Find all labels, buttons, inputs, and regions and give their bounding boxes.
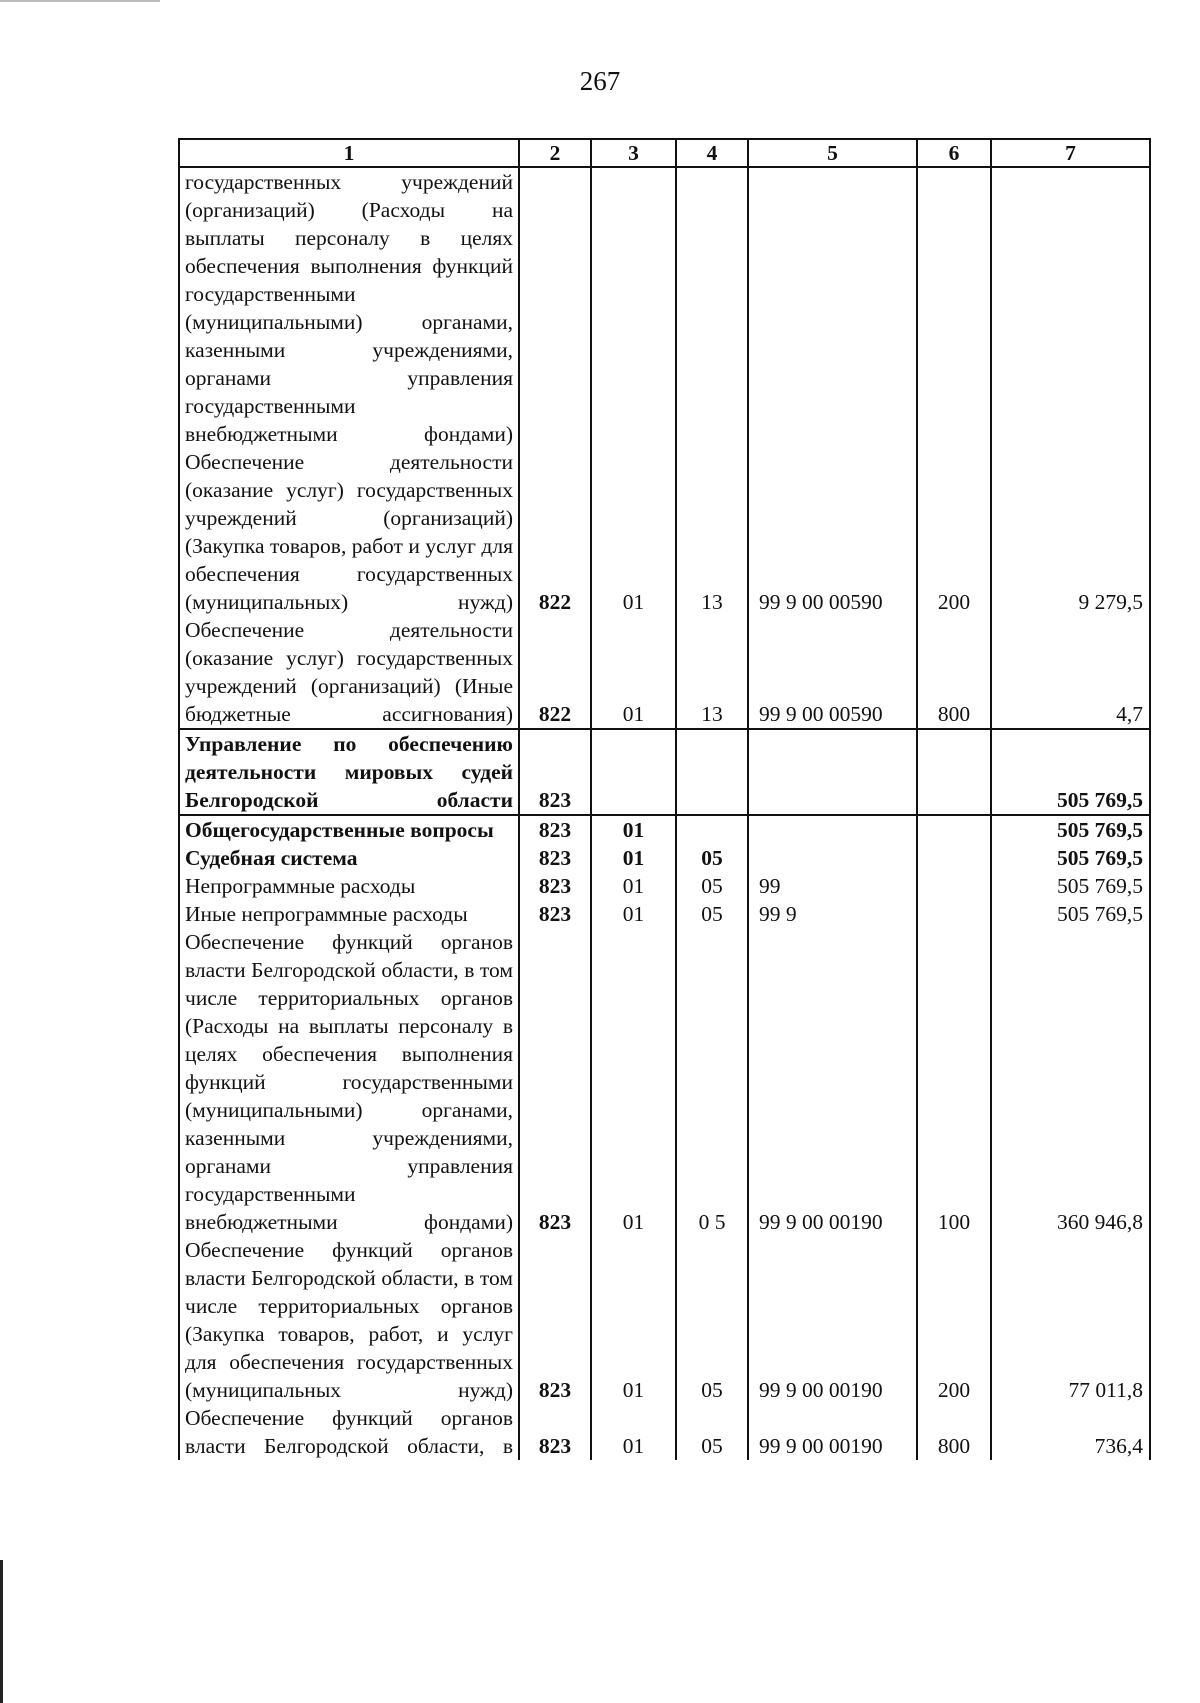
- table-row: [179, 900, 1150, 928]
- row-description: Управление по обеспечению деятельности мировых судей Белгородской области: [179, 729, 519, 815]
- code-target-item: [748, 729, 917, 815]
- table-row: [179, 616, 1150, 729]
- code-subsection: 13: [676, 167, 748, 616]
- amount: 505 769,5: [991, 872, 1150, 900]
- column-header: 5: [748, 139, 917, 167]
- amount: 505 769,5: [991, 815, 1150, 844]
- code-section: 01: [591, 616, 676, 729]
- code-target-item: 99 9 00 00190: [748, 1404, 917, 1460]
- code-expense-type: 100: [917, 928, 991, 1236]
- table-row: [179, 1236, 1150, 1404]
- code-section: [591, 729, 676, 815]
- code-expense-type: [917, 872, 991, 900]
- code-subsection: [676, 729, 748, 815]
- amount: 77 011,8: [991, 1236, 1150, 1404]
- column-header: 4: [676, 139, 748, 167]
- row-description: Обеспечение функций органов власти Белгородской области, в том числе территориальных органов (Расходы на выплаты персоналу в целях обеспечения выполнения функций государственными (муниципальными) органами, казенными учреждениями, органами управления государственными внебюджетными фондами): [179, 928, 519, 1236]
- table-row-subsection: [179, 844, 1150, 872]
- code-target-item: 99 9 00 00190: [748, 1236, 917, 1404]
- row-description: Обеспечение функций органов власти Белгородской области, в том числе территориальных органов (Закупка товаров, работ, и услуг для обеспечения государственных (муниципальных нужд): [179, 1236, 519, 1404]
- amount: 9 279,5: [991, 167, 1150, 616]
- amount: 505 769,5: [991, 900, 1150, 928]
- code-target-item: [748, 815, 917, 844]
- code-expense-type: 800: [917, 1404, 991, 1460]
- code-chapter: 823: [519, 844, 591, 872]
- amount: 505 769,5: [991, 729, 1150, 815]
- code-chapter: 823: [519, 928, 591, 1236]
- row-description: государственных учреждений (организаций) (Расходы на выплаты персоналу в целях обеспечения выполнения функций государственными (муниципальными) органами, казенными учреждениями, органами управления государственными внебюджетными фондами) Обеспечение деятельности (оказание услуг) государственных учреждений (организаций) (Закупка товаров, работ и услуг для обеспечения государственных (муниципальных) нужд): [179, 167, 519, 616]
- row-description: Иные непрограммные расходы: [179, 900, 519, 928]
- code-chapter: 823: [519, 1404, 591, 1460]
- column-header: 6: [917, 139, 991, 167]
- table-row-section: [179, 815, 1150, 844]
- budget-table: [178, 138, 1151, 1460]
- code-section: 01: [591, 900, 676, 928]
- code-subsection: 13: [676, 616, 748, 729]
- code-subsection: 05: [676, 1236, 748, 1404]
- code-subsection: [676, 815, 748, 844]
- table-row: [179, 872, 1150, 900]
- code-section: 01: [591, 1236, 676, 1404]
- table-row: [179, 167, 1150, 616]
- scan-border-top: [0, 0, 160, 2]
- row-description: Непрограммные расходы: [179, 872, 519, 900]
- amount: 505 769,5: [991, 844, 1150, 872]
- table-row: [179, 1404, 1150, 1460]
- row-description: Общегосударственные вопросы: [179, 815, 519, 844]
- code-expense-type: 200: [917, 1236, 991, 1404]
- code-section: 01: [591, 1404, 676, 1460]
- row-description: Судебная система: [179, 844, 519, 872]
- code-subsection: 0 5: [676, 928, 748, 1236]
- table-row: [179, 928, 1150, 1236]
- code-subsection: 05: [676, 1404, 748, 1460]
- code-target-item: 99 9 00 00590: [748, 167, 917, 616]
- code-expense-type: [917, 815, 991, 844]
- column-header: 1: [179, 139, 519, 167]
- row-description: Обеспечение деятельности (оказание услуг) государственных учреждений (организаций) (Иные бюджетные ассигнования): [179, 616, 519, 729]
- scan-border-left: [0, 1560, 3, 1703]
- code-section: 01: [591, 872, 676, 900]
- amount: 736,4: [991, 1404, 1150, 1460]
- code-expense-type: [917, 729, 991, 815]
- code-subsection: 05: [676, 900, 748, 928]
- code-subsection: 05: [676, 844, 748, 872]
- column-header: 7: [991, 139, 1150, 167]
- page-number: 267: [579, 66, 621, 96]
- code-subsection: 05: [676, 872, 748, 900]
- code-chapter: 822: [519, 167, 591, 616]
- code-expense-type: [917, 844, 991, 872]
- code-expense-type: 800: [917, 616, 991, 729]
- amount: 4,7: [991, 616, 1150, 729]
- table-header-row: [179, 139, 1150, 167]
- row-description: Обеспечение функций органов власти Белгородской области, в: [179, 1404, 519, 1460]
- code-target-item: 99 9: [748, 900, 917, 928]
- code-expense-type: 200: [917, 167, 991, 616]
- code-chapter: 822: [519, 616, 591, 729]
- code-section: 01: [591, 815, 676, 844]
- code-target-item: 99: [748, 872, 917, 900]
- code-chapter: 823: [519, 872, 591, 900]
- amount: 360 946,8: [991, 928, 1150, 1236]
- code-chapter: 823: [519, 729, 591, 815]
- code-chapter: 823: [519, 815, 591, 844]
- code-section: 01: [591, 167, 676, 616]
- code-target-item: 99 9 00 00190: [748, 928, 917, 1236]
- code-section: 01: [591, 844, 676, 872]
- code-expense-type: [917, 900, 991, 928]
- code-chapter: 823: [519, 900, 591, 928]
- table-row-department: [179, 729, 1150, 815]
- code-target-item: [748, 844, 917, 872]
- column-header: 2: [519, 139, 591, 167]
- code-chapter: 823: [519, 1236, 591, 1404]
- code-target-item: 99 9 00 00590: [748, 616, 917, 729]
- code-section: 01: [591, 928, 676, 1236]
- column-header: 3: [591, 139, 676, 167]
